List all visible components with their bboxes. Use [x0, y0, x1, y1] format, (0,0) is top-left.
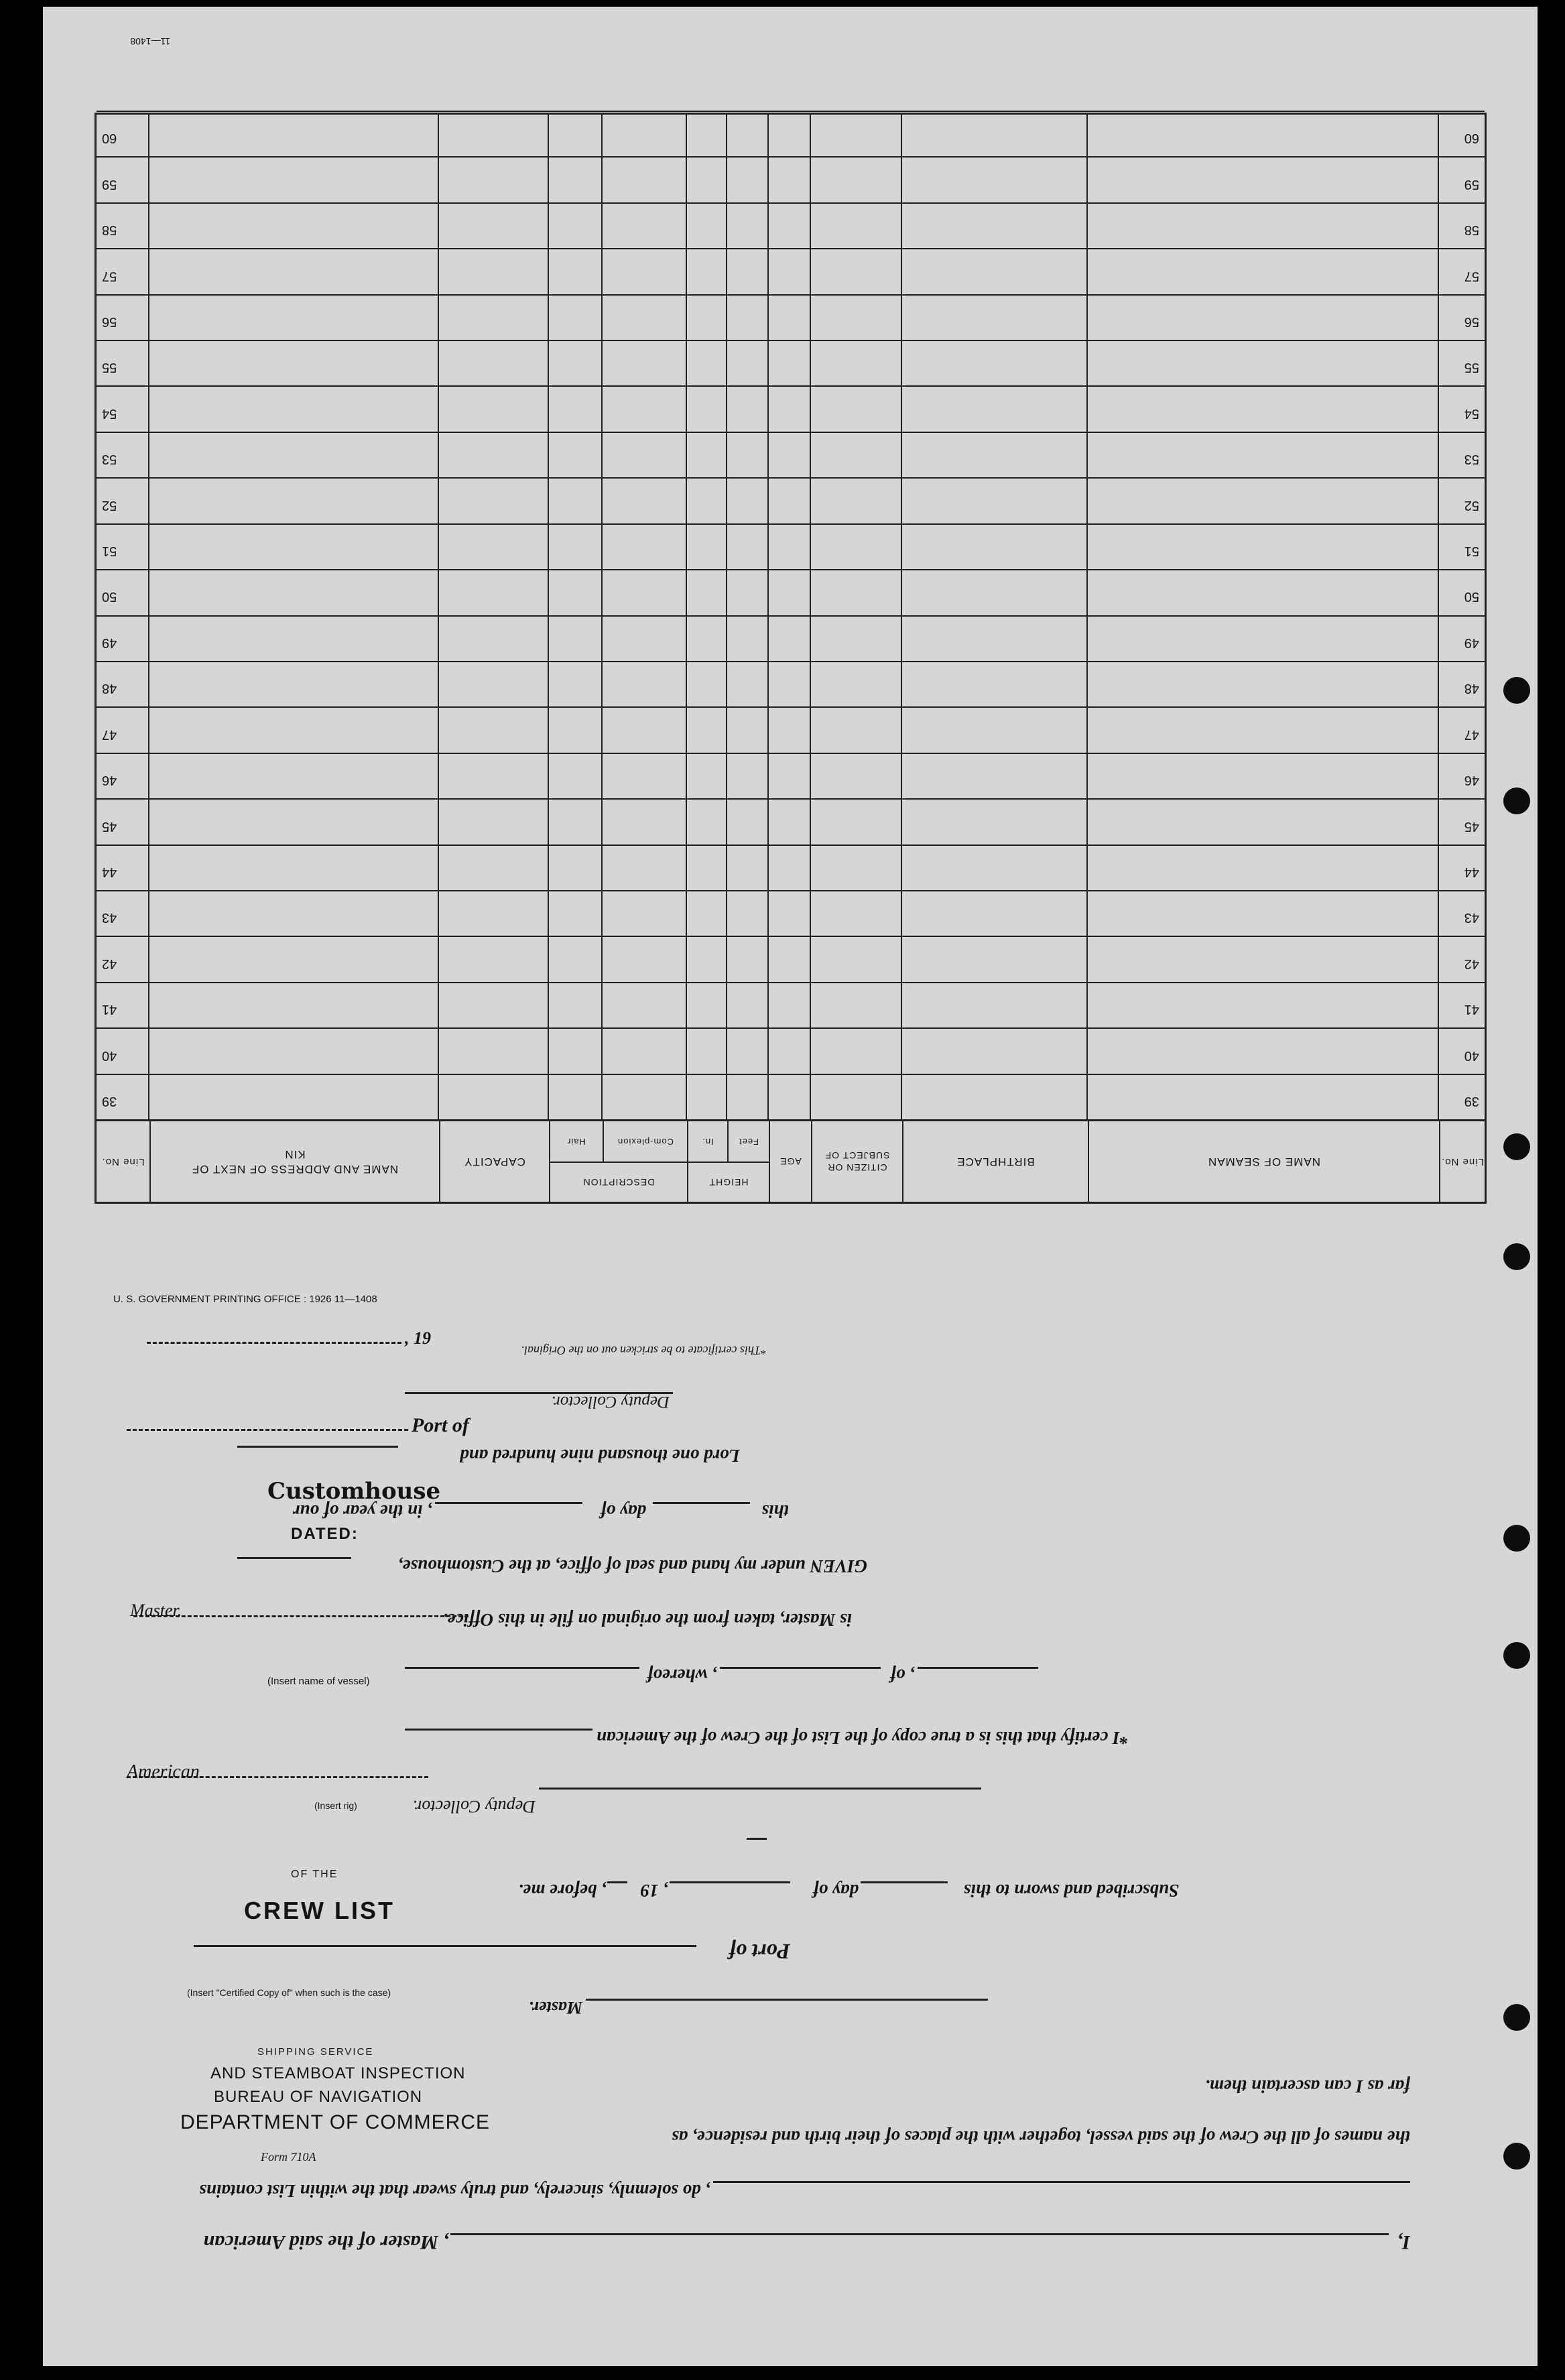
- certificate-of-pre-line: [918, 1667, 1038, 1669]
- cover-customhouse: Customhouse: [267, 1478, 441, 1505]
- insert-vessel-note: (Insert name of vessel): [267, 1676, 370, 1687]
- year-line: [607, 1881, 627, 1883]
- deputy-collector-line: [539, 1788, 981, 1790]
- table-row: [97, 1027, 1485, 1073]
- punch-hole: [1503, 677, 1530, 704]
- oath-master-of: , Master of the said American: [203, 2231, 448, 2253]
- header-line-no: Line No.: [1439, 1121, 1485, 1202]
- cover-american: American: [127, 1761, 200, 1782]
- header-name-of-seaman: NAME OF SEAMAN: [1088, 1121, 1439, 1202]
- row-number-left: 55: [1464, 360, 1479, 375]
- table-row: [97, 156, 1485, 202]
- department-title: DEPARTMENT OF COMMERCE: [180, 2111, 491, 2133]
- deputy-collector-label: Deputy Collector.: [412, 1797, 536, 1816]
- oath-vessel-line: [713, 2181, 1410, 2183]
- row-number-right: 39: [102, 1094, 117, 1109]
- row-number-left: 47: [1464, 727, 1479, 742]
- rotated-document: [43, 7, 1538, 2366]
- row-number-right: 56: [102, 314, 117, 330]
- row-number-left: 60: [1464, 131, 1479, 146]
- cover-crew-list: CREW LIST: [244, 1897, 395, 1924]
- row-number-right: 41: [102, 1002, 117, 1017]
- table-row: [97, 202, 1485, 248]
- row-number-right: 59: [102, 176, 117, 192]
- header-feet: Feet: [727, 1121, 769, 1162]
- form-number: Form 710A: [261, 2150, 316, 2164]
- bureau-line2: AND STEAMBOAT INSPECTION: [210, 2064, 466, 2082]
- certificate-footnote: *This certificate to be stricken out on the Original.: [521, 1344, 767, 1357]
- header-capacity: CAPACITY: [439, 1121, 549, 1202]
- row-number-left: 53: [1464, 452, 1479, 467]
- cover-port-of: Port of: [412, 1414, 469, 1436]
- row-number-left: 42: [1464, 956, 1479, 971]
- row-number-right: 46: [102, 773, 117, 788]
- row-number-left: 49: [1464, 635, 1479, 650]
- certificate-deputy-collector: Deputy Collector.: [551, 1393, 670, 1411]
- row-number-right: 42: [102, 956, 117, 971]
- master-label: Master.: [528, 1998, 582, 2017]
- cover-master-line: [133, 1615, 468, 1617]
- row-number-right: 44: [102, 864, 117, 879]
- crew-table: [95, 113, 1487, 1204]
- printer-imprint: U. S. GOVERNMENT PRINTING OFFICE : 1926 11—1408: [113, 1294, 377, 1305]
- table-row: [97, 385, 1485, 431]
- subscribed-day-line: [861, 1881, 948, 1883]
- short-mark-line: [747, 1838, 767, 1840]
- row-number-left: 45: [1464, 818, 1479, 834]
- row-number-right: 40: [102, 1048, 117, 1063]
- header-hair: Hair: [549, 1121, 603, 1162]
- table-row: [97, 844, 1485, 890]
- subscribed-text: Subscribed and sworn to this: [963, 1881, 1179, 1901]
- cover-dated: DATED:: [291, 1525, 359, 1543]
- month-line: [670, 1881, 790, 1883]
- row-number-right: 47: [102, 727, 117, 742]
- punch-hole: [1503, 2143, 1530, 2170]
- row-number-left: 44: [1464, 864, 1479, 879]
- cover-year: , 19: [405, 1328, 431, 1348]
- row-number-right: 52: [102, 497, 117, 513]
- cover-port-line: [127, 1429, 408, 1431]
- row-number-right: 48: [102, 681, 117, 696]
- punch-hole: [1503, 1133, 1530, 1160]
- row-number-right: 50: [102, 589, 117, 605]
- table-row: [97, 753, 1485, 798]
- punch-hole: [1503, 1642, 1530, 1669]
- table-row: [97, 340, 1485, 385]
- row-number-left: 54: [1464, 405, 1479, 421]
- punch-hole: [1503, 1243, 1530, 1270]
- bureau-line1: BUREAU OF NAVIGATION: [214, 2088, 423, 2106]
- row-number-right: 54: [102, 405, 117, 421]
- oath-name-line: [450, 2233, 1389, 2235]
- certificate-whereof: , whereof: [647, 1666, 716, 1686]
- day-of-label: day of: [812, 1881, 859, 1901]
- punch-hole: [1503, 1525, 1530, 1552]
- date-line: [147, 1342, 401, 1344]
- table-row: [97, 982, 1485, 1027]
- row-number-right: 53: [102, 452, 117, 467]
- table-body: [97, 115, 1485, 1119]
- certificate-line6: Lord one thousand nine hundred and: [460, 1446, 740, 1466]
- header-inches: In.: [687, 1121, 727, 1162]
- header-citizen: CITIZEN OR SUBJECT OF: [811, 1121, 902, 1202]
- certificate-this: this: [761, 1501, 789, 1521]
- oath-contains-text: the names of all the Crew of the said vessel, together with the places of their birth and residence, as: [672, 2127, 1410, 2147]
- certificate-day-of: day of: [600, 1501, 646, 1521]
- row-number-left: 40: [1464, 1048, 1479, 1063]
- port-of-label: Port of: [729, 1940, 790, 1964]
- master-signature-line: [586, 1999, 988, 2001]
- table-row: [97, 523, 1485, 569]
- punch-hole: [1503, 2004, 1530, 2031]
- certificate-of: , of: [890, 1666, 914, 1686]
- table-row: [97, 294, 1485, 340]
- table-row: [97, 569, 1485, 615]
- row-number-left: 52: [1464, 497, 1479, 513]
- header-age: AGE: [769, 1121, 811, 1202]
- insert-certified-note: (Insert "Certified Copy of" when such is the case): [187, 1987, 391, 1998]
- row-number-left: 43: [1464, 910, 1479, 926]
- row-number-right: 60: [102, 131, 117, 146]
- header-birthplace: BIRTHPLACE: [902, 1121, 1088, 1202]
- row-number-right: 45: [102, 818, 117, 834]
- certificate-line4: GIVEN under my hand and seal of office, at the Customhouse,: [397, 1556, 867, 1576]
- row-number-left: 59: [1464, 176, 1479, 192]
- header-line-no-right: Line No.: [101, 1155, 145, 1168]
- row-number-right: 58: [102, 223, 117, 238]
- row-number-right: 55: [102, 360, 117, 375]
- table-row: [97, 1074, 1485, 1119]
- certificate-year-text: , in the year of our: [292, 1501, 432, 1521]
- row-number-left: 41: [1464, 1002, 1479, 1017]
- header-height: HEIGHT: [687, 1162, 769, 1202]
- row-number-left: 50: [1464, 589, 1479, 605]
- row-number-left: 57: [1464, 268, 1479, 284]
- oath-i: I,: [1397, 2231, 1410, 2253]
- table-row: [97, 248, 1485, 294]
- insert-rig-note: (Insert rig): [314, 1800, 357, 1811]
- certificate-line1: *I certify that this is a true copy of the List of the Crew of the American: [597, 1728, 1129, 1748]
- header-complexion: Com-plexion: [603, 1121, 687, 1162]
- bottom-form-code: 11—1408: [130, 36, 170, 47]
- row-number-right: 43: [102, 910, 117, 926]
- table-row: [97, 936, 1485, 981]
- shipping-service: SHIPPING SERVICE: [257, 2046, 374, 2058]
- document-sheet: [43, 7, 1538, 2366]
- row-number-left: 56: [1464, 314, 1479, 330]
- table-row: [97, 477, 1485, 523]
- certificate-of-line: [720, 1667, 881, 1669]
- row-number-right: 57: [102, 268, 117, 284]
- oath-swear-text: , do solemnly, sincerely, and truly swear that the within List contains: [199, 2181, 710, 2201]
- header-description: DESCRIPTION: [549, 1162, 687, 1202]
- cover-panel: [100, 1280, 515, 2245]
- row-number-left: 48: [1464, 681, 1479, 696]
- table-row: [97, 798, 1485, 844]
- year-19-label: , 19: [640, 1881, 668, 1901]
- table-row: [97, 432, 1485, 477]
- table-row: [97, 706, 1485, 752]
- table-row: [97, 661, 1485, 706]
- header-next-of-kin: NAME AND ADDRESS OF NEXT OF KIN: [149, 1121, 439, 1202]
- table-row: [97, 615, 1485, 661]
- row-number-left: 58: [1464, 223, 1479, 238]
- row-number-right: 49: [102, 635, 117, 650]
- row-number-left: 39: [1464, 1094, 1479, 1109]
- row-number-left: 46: [1464, 773, 1479, 788]
- certificate-this-line: [653, 1502, 750, 1504]
- certificate-line3: is Master, taken from the original on file in this Office.: [442, 1610, 852, 1630]
- row-number-left: 51: [1464, 544, 1479, 559]
- punch-hole: [1503, 788, 1530, 814]
- table-row: [97, 111, 1485, 156]
- oath-ascertain-text: far as I can ascertain them.: [1204, 2076, 1410, 2096]
- cover-master: Master.: [130, 1601, 182, 1620]
- before-me-label: , before me.: [518, 1881, 606, 1901]
- cover-of-the: OF THE: [291, 1869, 338, 1880]
- row-number-right: 51: [102, 544, 117, 559]
- table-row: [97, 890, 1485, 936]
